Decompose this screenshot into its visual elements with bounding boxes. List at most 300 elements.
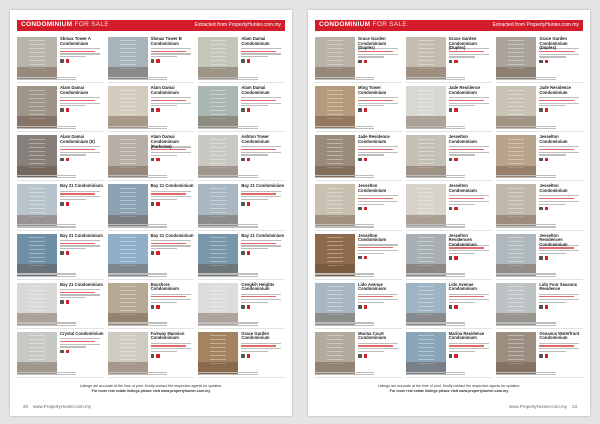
agent-contact <box>17 76 102 80</box>
contact-line <box>108 77 167 78</box>
listing-detail-line <box>151 351 177 352</box>
contact-line <box>198 273 257 274</box>
agent-contact <box>496 321 581 325</box>
listing-detail-line <box>539 296 574 297</box>
listing-photo <box>108 86 148 128</box>
listing-card[interactable] <box>406 331 493 378</box>
listing-detail-line <box>539 351 565 352</box>
listing-detail-line <box>358 103 398 104</box>
listing-detail-line <box>358 195 398 196</box>
listing-card[interactable] <box>315 85 402 132</box>
agent-contact <box>108 272 193 276</box>
listing-title: Alam Damai Condominium (Parkview) <box>150 134 179 149</box>
listing-features <box>151 305 195 309</box>
listing-detail-line <box>539 103 579 104</box>
listing-detail-line <box>449 100 484 101</box>
agent-contact <box>108 76 193 80</box>
listing-features <box>539 354 583 358</box>
listing-info <box>539 184 583 210</box>
listing-card[interactable] <box>315 331 402 378</box>
contact-line <box>406 126 465 127</box>
listing-title: Jesselton Condominium <box>539 134 568 144</box>
left-page <box>10 10 292 416</box>
bath-icon <box>454 305 458 309</box>
listing-card[interactable] <box>17 183 104 230</box>
agent-contact <box>198 223 283 227</box>
listing-card[interactable] <box>198 331 285 378</box>
listing-card[interactable] <box>17 282 104 329</box>
bed-icon <box>151 202 155 206</box>
agent-contact <box>198 371 283 375</box>
contact-line <box>406 128 465 129</box>
listing-photo <box>406 184 446 226</box>
agent-contact <box>496 125 581 129</box>
listing-info <box>449 283 493 309</box>
listing-grid <box>17 36 285 378</box>
listing-detail-line <box>539 195 579 196</box>
section-title: CONDOMINIUM FOR SALE <box>21 21 109 28</box>
listing-detail-line <box>539 204 565 205</box>
listing-card[interactable] <box>108 183 195 230</box>
contact-line <box>198 372 257 373</box>
listing-detail-line <box>358 343 398 344</box>
listing-features <box>241 108 285 112</box>
bed-icon <box>60 59 64 63</box>
listing-info <box>358 184 402 210</box>
listing-detail-line <box>539 51 574 52</box>
bath-icon <box>364 354 368 358</box>
listing-features <box>449 60 493 64</box>
listing-features <box>449 207 493 211</box>
footer-note: Listings are accurate at the time of print. Kindly contact the respective agents for updates. For more real estate listings please visit www.propertyhunter.com.my <box>377 384 521 393</box>
listing-detail-line <box>60 196 100 197</box>
contact-line <box>17 175 76 176</box>
listing-card[interactable] <box>108 85 195 132</box>
listing-detail-line <box>449 195 489 196</box>
contact-line <box>315 128 374 129</box>
contact-line <box>496 374 555 375</box>
contact-line <box>315 322 374 323</box>
listing-detail-line <box>539 154 565 155</box>
listing-features <box>60 251 104 255</box>
bed-icon <box>60 300 64 304</box>
bath-icon <box>454 108 458 112</box>
listing-title: Sbmax Tower A Condominium <box>60 36 91 46</box>
listing-detail-line <box>151 152 191 153</box>
contact-line <box>198 128 257 129</box>
listing-detail-line <box>358 345 393 346</box>
listing-features <box>241 251 285 255</box>
listing-title: Jade Residence Condominium <box>358 134 390 144</box>
listing-detail-line <box>151 199 177 200</box>
listing-detail-line <box>60 292 95 293</box>
listing-detail-line <box>358 244 398 245</box>
bed-icon <box>151 59 155 63</box>
listing-card[interactable] <box>406 183 493 230</box>
listing-photo <box>406 37 446 79</box>
listing-detail-line <box>358 146 398 147</box>
listing-detail-line <box>358 100 393 101</box>
listing-photo <box>108 37 148 79</box>
listing-features <box>151 108 195 112</box>
listing-photo <box>406 86 446 128</box>
listing-title: Bay 21 Condominium <box>241 232 285 238</box>
listing-photo <box>496 234 536 276</box>
listing-title: Cengkih Heights Condominium <box>241 281 275 292</box>
listing-card[interactable] <box>198 85 285 132</box>
listing-title: Jesselton Condominium <box>358 232 387 243</box>
contact-line <box>17 372 76 373</box>
listing-card[interactable] <box>496 134 583 181</box>
listing-detail-line <box>449 56 475 57</box>
bed-icon <box>60 158 64 162</box>
listing-features <box>449 354 493 358</box>
listing-detail-line <box>539 105 565 106</box>
bath-icon <box>364 158 368 162</box>
contact-line <box>198 276 257 277</box>
listing-card[interactable] <box>108 331 195 378</box>
bath-icon <box>454 60 458 64</box>
listing-info <box>241 135 285 161</box>
agent-contact <box>315 76 400 80</box>
listing-title: Grace Garden Condominium <box>241 330 270 341</box>
listing-features <box>241 305 285 309</box>
listing-info <box>449 184 493 210</box>
listing-photo <box>17 86 57 128</box>
bed-icon <box>358 354 362 358</box>
listing-features <box>358 354 402 358</box>
agent-contact <box>315 223 400 227</box>
contact-line <box>108 126 167 127</box>
listing-photo <box>198 37 238 79</box>
listing-title: Jesselton Condominium <box>448 183 477 194</box>
listing-detail-line <box>241 296 276 297</box>
listing-detail-line <box>449 97 489 98</box>
bath-icon <box>247 59 251 63</box>
listing-photo <box>406 283 446 325</box>
listing-card[interactable] <box>406 282 493 329</box>
listing-title: Jade Residence Condominium <box>448 85 481 95</box>
listing-card[interactable] <box>406 36 493 83</box>
listing-card[interactable] <box>108 36 195 83</box>
listing-card[interactable] <box>108 282 195 329</box>
bath-icon <box>66 59 70 63</box>
agent-contact <box>17 125 102 129</box>
bed-icon <box>449 108 453 112</box>
contact-line <box>496 128 555 129</box>
listing-info <box>358 234 402 260</box>
bed-icon <box>241 108 245 112</box>
contact-line <box>406 175 465 176</box>
contact-line <box>198 79 257 80</box>
listing-card[interactable] <box>198 134 285 181</box>
listing-detail-line <box>449 154 475 155</box>
listing-features <box>539 207 583 211</box>
listing-card[interactable] <box>496 331 583 378</box>
listing-detail-line <box>241 196 281 197</box>
listing-photo <box>496 184 536 226</box>
listing-features <box>241 59 285 63</box>
listing-detail-line <box>151 302 177 303</box>
listing-card[interactable] <box>17 134 104 181</box>
contact-line <box>406 226 465 227</box>
listing-info <box>358 37 402 63</box>
listing-card[interactable] <box>496 282 583 329</box>
listing-card[interactable] <box>315 233 402 280</box>
listing-detail-line <box>241 100 276 101</box>
agent-contact <box>198 272 283 276</box>
listing-card[interactable] <box>198 36 285 83</box>
listing-detail-line <box>539 294 579 295</box>
listing-info <box>241 184 285 205</box>
listing-card[interactable] <box>315 282 402 329</box>
contact-line <box>108 79 167 80</box>
bath-icon <box>156 305 160 309</box>
listing-features <box>449 108 493 112</box>
contact-line <box>108 226 167 227</box>
listing-card[interactable] <box>17 233 104 280</box>
contact-line <box>198 126 257 127</box>
bed-icon <box>151 158 155 162</box>
listing-title: Bay 21 Condominium <box>241 183 285 189</box>
listing-features <box>358 207 402 211</box>
bath-icon <box>66 158 70 162</box>
agent-contact <box>496 371 581 375</box>
listing-title: Marina Court Condominium <box>358 330 387 341</box>
contact-line <box>406 276 465 277</box>
contact-line <box>406 325 465 326</box>
listing-detail-line <box>151 243 186 244</box>
listing-title: Marina Residence Condominium <box>448 330 485 341</box>
listing-detail-line <box>241 351 267 352</box>
listing-photo <box>496 37 536 79</box>
listing-detail-line <box>539 100 574 101</box>
agent-contact <box>108 371 193 375</box>
contact-line <box>198 77 257 78</box>
listing-photo <box>496 86 536 128</box>
bath-icon <box>156 354 160 358</box>
listing-detail-line <box>60 97 100 98</box>
bed-icon <box>449 354 453 358</box>
bed-icon <box>449 305 453 309</box>
listing-detail-line <box>449 204 475 205</box>
listing-features <box>241 158 285 162</box>
bed-icon <box>358 256 362 260</box>
contact-line <box>315 77 374 78</box>
listing-detail-line <box>151 196 191 197</box>
bath-icon <box>545 305 549 309</box>
contact-line <box>108 128 167 129</box>
listing-info <box>449 234 493 260</box>
listing-info <box>539 86 583 112</box>
listing-title: Ashton Tower Condominium <box>241 134 270 144</box>
listing-info <box>151 135 195 161</box>
listing-photo <box>198 86 238 128</box>
listing-card[interactable] <box>17 331 104 378</box>
listing-detail-line <box>358 348 398 349</box>
listing-title: Sbmax Tower B Condominium <box>150 36 182 46</box>
bed-icon <box>539 207 543 211</box>
bath-icon <box>364 60 368 64</box>
bath-icon <box>454 256 458 260</box>
listing-detail-line <box>539 247 574 248</box>
listing-title: Jesselton Condominium <box>448 134 477 144</box>
listing-detail-line <box>358 198 393 199</box>
listing-detail-line <box>151 296 186 297</box>
listing-card[interactable] <box>496 233 583 280</box>
contact-line <box>315 79 374 80</box>
bed-icon <box>539 158 543 162</box>
bed-icon <box>449 256 453 260</box>
listing-card[interactable] <box>108 233 195 280</box>
listing-card[interactable] <box>315 134 402 181</box>
listing-features <box>60 59 104 63</box>
listing-detail-line <box>449 152 489 153</box>
bath-icon <box>247 108 251 112</box>
listing-title: Jesselton Residences Condominium <box>539 232 568 247</box>
listing-detail-line <box>241 97 281 98</box>
listing-detail-line <box>449 296 484 297</box>
listing-detail-line <box>358 152 398 153</box>
contact-line <box>108 177 167 178</box>
listing-detail-line <box>539 250 579 251</box>
listing-card[interactable] <box>406 233 493 280</box>
bath-icon <box>247 158 251 162</box>
listing-info <box>539 135 583 161</box>
listing-card[interactable] <box>17 36 104 83</box>
bed-icon <box>358 158 362 162</box>
listing-features <box>60 108 104 112</box>
listing-detail-line <box>241 240 281 241</box>
listing-detail-line <box>241 48 281 49</box>
listing-title: Jesselton Residences Condominium <box>448 232 477 247</box>
listing-title: Grace Garden Condominium (Duplex) <box>539 36 568 51</box>
listing-detail-line <box>60 100 95 101</box>
contact-line <box>17 322 76 323</box>
listing-detail-line <box>60 338 100 339</box>
listing-detail-line <box>358 154 384 155</box>
listing-photo <box>315 135 355 177</box>
contact-line <box>17 273 76 274</box>
listing-detail-line <box>449 247 484 248</box>
agent-contact <box>108 174 193 178</box>
listing-card[interactable] <box>315 36 402 83</box>
listing-title: Jesselton Condominium <box>539 183 568 194</box>
listing-features <box>151 202 195 206</box>
listing-card[interactable] <box>17 85 104 132</box>
listing-title: Lido Avenue Condominium <box>358 281 387 292</box>
listing-card[interactable] <box>198 282 285 329</box>
listing-card[interactable] <box>496 85 583 132</box>
contact-line <box>198 374 257 375</box>
listing-detail-line <box>151 343 191 344</box>
listing-info <box>151 234 195 255</box>
listing-photo <box>315 86 355 128</box>
listing-photo <box>108 332 148 374</box>
listing-detail-line <box>60 199 86 200</box>
bed-icon <box>241 202 245 206</box>
agent-contact <box>17 174 102 178</box>
bath-icon <box>545 158 549 162</box>
listing-detail-line <box>151 248 177 249</box>
contact-line <box>17 226 76 227</box>
listing-info <box>241 86 285 112</box>
listing-card[interactable] <box>198 233 285 280</box>
listing-card[interactable] <box>406 85 493 132</box>
listing-card[interactable] <box>198 183 285 230</box>
listing-card[interactable] <box>406 134 493 181</box>
listing-detail-line <box>151 348 191 349</box>
listing-title: Bay 21 Condominium <box>60 232 103 238</box>
agent-contact <box>198 321 283 325</box>
listing-info <box>60 184 104 205</box>
contact-line <box>406 273 465 274</box>
contact-line <box>108 325 167 326</box>
listing-card[interactable] <box>496 183 583 230</box>
listing-detail-line <box>60 103 100 104</box>
listing-photo <box>17 234 57 276</box>
listing-detail-line <box>151 97 191 98</box>
listing-detail-line <box>151 100 186 101</box>
listing-card[interactable] <box>496 36 583 83</box>
listing-features <box>151 251 195 255</box>
listing-detail-line <box>539 253 565 254</box>
contact-line <box>315 226 374 227</box>
listing-title: Alam Damai Condominium <box>60 85 89 95</box>
listing-detail-line <box>358 296 393 297</box>
listing-features <box>539 305 583 309</box>
contact-line <box>406 372 465 373</box>
listing-title: Jade Residence Condominium <box>539 85 571 95</box>
listing-card[interactable] <box>315 183 402 230</box>
listing-detail-line <box>241 154 267 155</box>
listing-detail-line <box>449 51 484 52</box>
listing-detail-line <box>358 201 398 202</box>
contact-line <box>198 226 257 227</box>
listing-detail-line <box>241 146 281 147</box>
bed-icon <box>449 158 453 162</box>
listing-title: Bay 21 Condominium <box>60 281 103 287</box>
listing-detail-line <box>60 53 100 54</box>
listing-detail-line <box>241 149 276 150</box>
contact-line <box>108 322 167 323</box>
listing-photo <box>108 135 148 177</box>
listing-info <box>358 283 402 309</box>
bath-icon <box>247 251 251 255</box>
listing-detail-line <box>539 343 579 344</box>
listing-info <box>449 332 493 358</box>
listing-info <box>358 135 402 161</box>
listing-detail-line <box>449 302 475 303</box>
contact-line <box>406 79 465 80</box>
bath-icon <box>66 108 70 112</box>
listing-detail-line <box>358 56 384 57</box>
listing-photo <box>198 184 238 226</box>
agent-contact <box>496 174 581 178</box>
listing-photo <box>315 283 355 325</box>
bed-icon <box>60 350 64 354</box>
listing-detail-line <box>449 201 489 202</box>
listing-detail-line <box>449 351 475 352</box>
listing-info <box>241 332 285 358</box>
listing-detail-line <box>60 56 86 57</box>
listing-card[interactable] <box>108 134 195 181</box>
listing-detail-line <box>60 193 95 194</box>
listing-detail-line <box>539 54 579 55</box>
contact-line <box>315 374 374 375</box>
bed-icon <box>151 108 155 112</box>
bed-icon <box>151 305 155 309</box>
